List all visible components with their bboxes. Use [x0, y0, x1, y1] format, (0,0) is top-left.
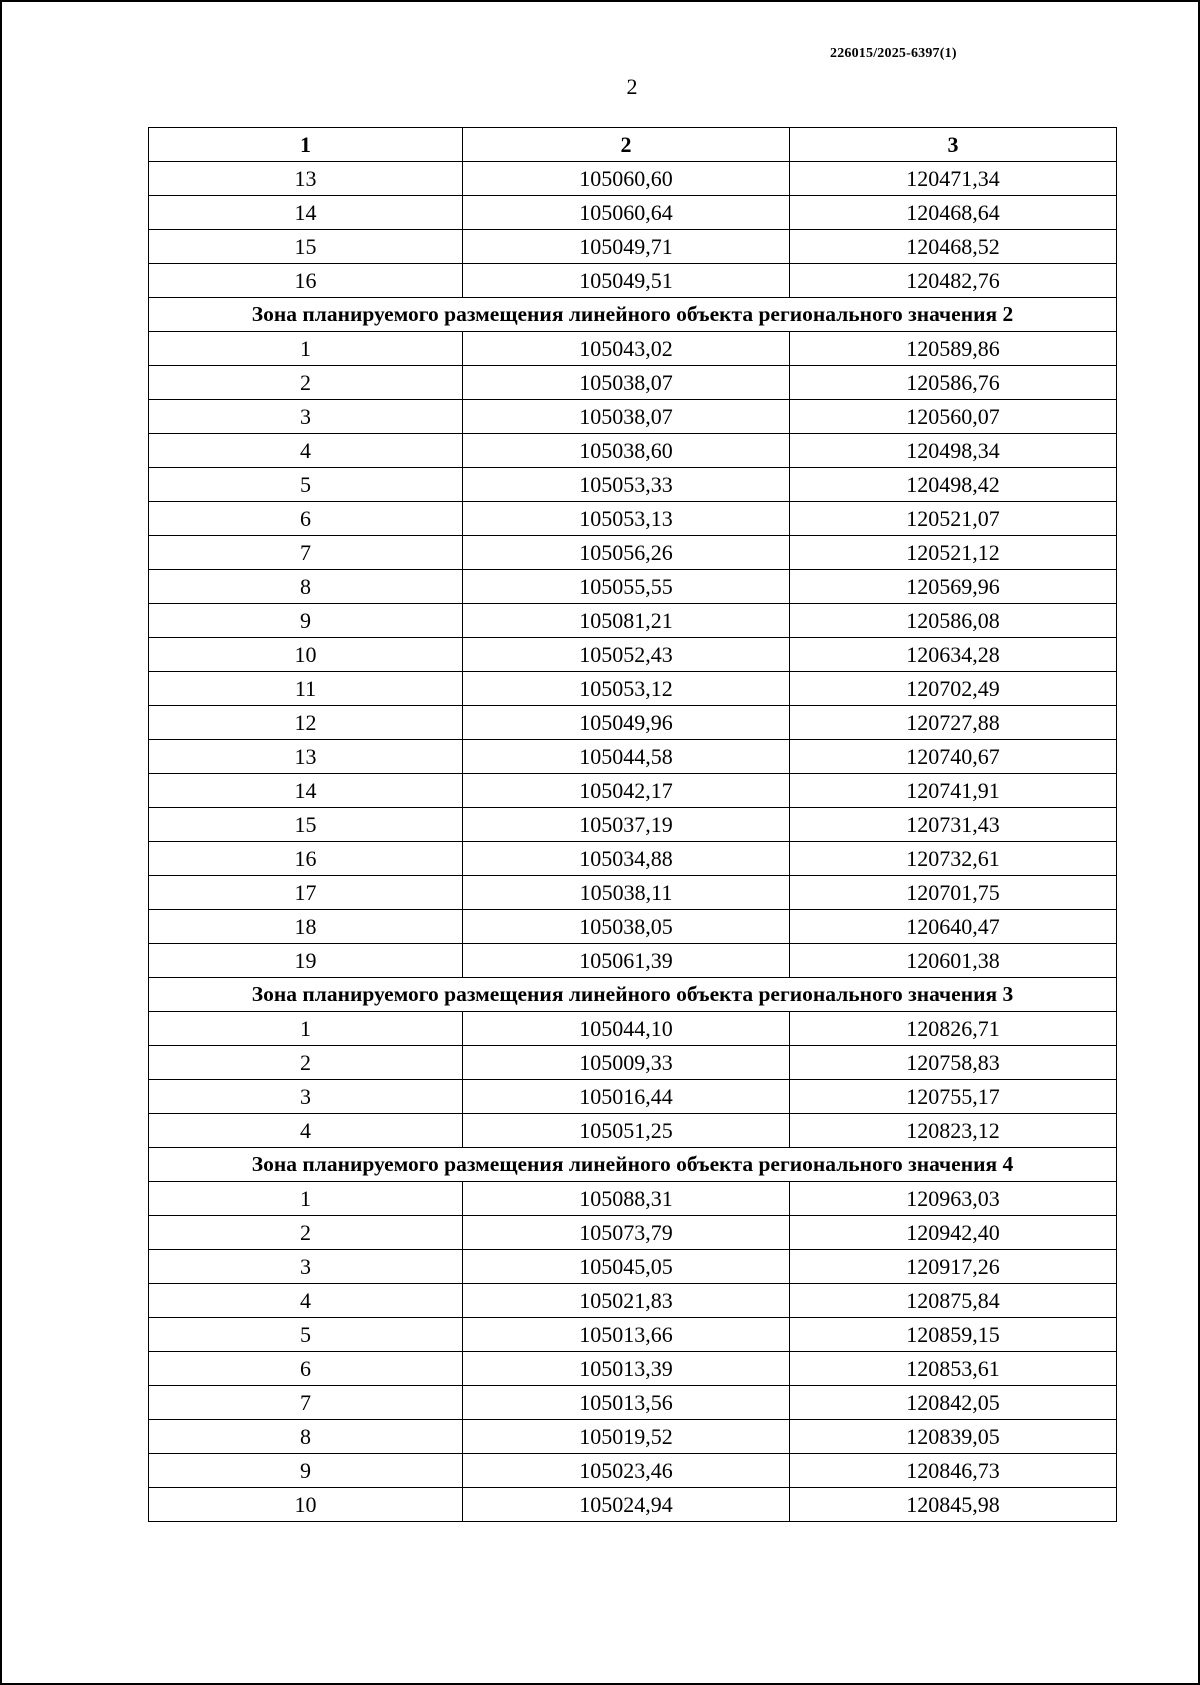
point-number-cell: 10: [149, 1488, 463, 1522]
table-row: [149, 910, 1117, 944]
coordinate-x-cell: 105023,46: [463, 1454, 790, 1488]
table-row: [149, 842, 1117, 876]
coordinate-x-cell: 105061,39: [463, 944, 790, 978]
coordinate-y-cell: 120846,73: [790, 1454, 1117, 1488]
table-row: [149, 434, 1117, 468]
coordinate-x-cell: 105049,51: [463, 264, 790, 298]
coordinate-x-cell: 105088,31: [463, 1182, 790, 1216]
coordinate-x-cell: 105038,07: [463, 400, 790, 434]
zone-header-row: [149, 298, 1117, 332]
coordinate-y-cell: 120468,52: [790, 230, 1117, 264]
coordinate-y-cell: 120468,64: [790, 196, 1117, 230]
table-row: [149, 1182, 1117, 1216]
coordinate-x-cell: 105049,71: [463, 230, 790, 264]
table-row: [149, 1284, 1117, 1318]
coordinate-y-cell: 120701,75: [790, 876, 1117, 910]
coordinate-y-cell: 120601,38: [790, 944, 1117, 978]
table-row: [149, 1318, 1117, 1352]
coordinate-y-cell: 120482,76: [790, 264, 1117, 298]
coordinate-x-cell: 105016,44: [463, 1080, 790, 1114]
zone-header-row: [149, 978, 1117, 1012]
point-number-cell: 16: [149, 842, 463, 876]
point-number-cell: 19: [149, 944, 463, 978]
coordinate-y-cell: 120732,61: [790, 842, 1117, 876]
point-number-cell: 1: [149, 332, 463, 366]
point-number-cell: 5: [149, 1318, 463, 1352]
table-row: [149, 1250, 1117, 1284]
point-number-cell: 9: [149, 1454, 463, 1488]
coordinate-x-cell: 105060,64: [463, 196, 790, 230]
coordinate-y-cell: 120839,05: [790, 1420, 1117, 1454]
table-row: [149, 1454, 1117, 1488]
table-row: [149, 808, 1117, 842]
coordinate-x-cell: 105073,79: [463, 1216, 790, 1250]
coordinate-y-cell: 120917,26: [790, 1250, 1117, 1284]
point-number-cell: 6: [149, 502, 463, 536]
point-number-cell: 13: [149, 740, 463, 774]
zone-title: Зона планируемого размещения линейного объекта регионального значения 3: [149, 978, 1117, 1012]
coordinate-x-cell: 105056,26: [463, 536, 790, 570]
point-number-cell: 8: [149, 1420, 463, 1454]
table-row: [149, 468, 1117, 502]
coordinate-x-cell: 105038,05: [463, 910, 790, 944]
table-row: [149, 604, 1117, 638]
table-row: [149, 774, 1117, 808]
point-number-cell: 4: [149, 434, 463, 468]
table-row: [149, 1216, 1117, 1250]
coordinate-x-cell: 105038,60: [463, 434, 790, 468]
point-number-cell: 12: [149, 706, 463, 740]
coordinate-y-cell: 120640,47: [790, 910, 1117, 944]
point-number-cell: 1: [149, 1012, 463, 1046]
table-row: [149, 366, 1117, 400]
coordinate-x-cell: 105043,02: [463, 332, 790, 366]
point-number-cell: 5: [149, 468, 463, 502]
point-number-cell: 3: [149, 400, 463, 434]
coordinate-x-cell: 105049,96: [463, 706, 790, 740]
point-number-cell: 2: [149, 366, 463, 400]
table-row: [149, 1114, 1117, 1148]
coordinate-y-cell: 120498,34: [790, 434, 1117, 468]
coordinate-x-cell: 105044,58: [463, 740, 790, 774]
point-number-cell: 18: [149, 910, 463, 944]
coordinate-x-cell: 105013,56: [463, 1386, 790, 1420]
coordinate-y-cell: 120586,76: [790, 366, 1117, 400]
table-row: [149, 400, 1117, 434]
table-row: [149, 1488, 1117, 1522]
point-number-cell: 8: [149, 570, 463, 604]
coordinate-y-cell: 120740,67: [790, 740, 1117, 774]
coordinate-y-cell: 120560,07: [790, 400, 1117, 434]
coordinate-x-cell: 105009,33: [463, 1046, 790, 1080]
table-row: [149, 740, 1117, 774]
document-number: 226015/2025-6397(1): [830, 46, 957, 61]
point-number-cell: 13: [149, 162, 463, 196]
point-number-cell: 7: [149, 1386, 463, 1420]
coordinate-y-cell: 120845,98: [790, 1488, 1117, 1522]
coordinate-y-cell: 120727,88: [790, 706, 1117, 740]
coordinate-y-cell: 120942,40: [790, 1216, 1117, 1250]
table-row: [149, 638, 1117, 672]
coordinate-x-cell: 105053,12: [463, 672, 790, 706]
coordinate-x-cell: 105037,19: [463, 808, 790, 842]
coordinate-y-cell: 120758,83: [790, 1046, 1117, 1080]
coordinate-y-cell: 120586,08: [790, 604, 1117, 638]
coordinate-x-cell: 105053,13: [463, 502, 790, 536]
point-number-cell: 14: [149, 196, 463, 230]
point-number-cell: 4: [149, 1114, 463, 1148]
table-row: [149, 536, 1117, 570]
point-number-cell: 9: [149, 604, 463, 638]
point-number-cell: 15: [149, 808, 463, 842]
coordinate-y-cell: 120842,05: [790, 1386, 1117, 1420]
table-row: [149, 570, 1117, 604]
point-number-cell: 11: [149, 672, 463, 706]
coordinate-y-cell: 120589,86: [790, 332, 1117, 366]
page-number: 2: [626, 74, 638, 99]
coordinate-y-cell: 120498,42: [790, 468, 1117, 502]
coordinate-x-cell: 105053,33: [463, 468, 790, 502]
point-number-cell: 2: [149, 1216, 463, 1250]
zone-title: Зона планируемого размещения линейного объекта регионального значения 2: [149, 298, 1117, 332]
table-row: [149, 332, 1117, 366]
table-row: [149, 1420, 1117, 1454]
point-number-cell: 14: [149, 774, 463, 808]
coordinate-x-cell: 105024,94: [463, 1488, 790, 1522]
coordinate-y-cell: 120634,28: [790, 638, 1117, 672]
coordinate-y-cell: 120702,49: [790, 672, 1117, 706]
coordinate-x-cell: 105044,10: [463, 1012, 790, 1046]
coordinate-x-cell: 105052,43: [463, 638, 790, 672]
table-row: [149, 944, 1117, 978]
point-number-cell: 16: [149, 264, 463, 298]
table-row: [149, 162, 1117, 196]
coordinate-x-cell: 105038,07: [463, 366, 790, 400]
column-header-1: 1: [149, 128, 463, 162]
zone-title: Зона планируемого размещения линейного объекта регионального значения 4: [149, 1148, 1117, 1182]
table-row: [149, 230, 1117, 264]
coordinate-x-cell: 105081,21: [463, 604, 790, 638]
coordinate-y-cell: 120853,61: [790, 1352, 1117, 1386]
coordinate-y-cell: 120471,34: [790, 162, 1117, 196]
coordinate-x-cell: 105021,83: [463, 1284, 790, 1318]
coordinate-x-cell: 105055,55: [463, 570, 790, 604]
table-row: [149, 706, 1117, 740]
point-number-cell: 17: [149, 876, 463, 910]
point-number-cell: 2: [149, 1046, 463, 1080]
point-number-cell: 10: [149, 638, 463, 672]
table-row: [149, 1352, 1117, 1386]
zone-header-row: [149, 1148, 1117, 1182]
point-number-cell: 15: [149, 230, 463, 264]
table-row: [149, 502, 1117, 536]
coordinate-x-cell: 105045,05: [463, 1250, 790, 1284]
coordinate-y-cell: 120826,71: [790, 1012, 1117, 1046]
coordinate-x-cell: 105042,17: [463, 774, 790, 808]
point-number-cell: 6: [149, 1352, 463, 1386]
coordinate-x-cell: 105051,25: [463, 1114, 790, 1148]
coordinate-y-cell: 120755,17: [790, 1080, 1117, 1114]
coordinate-y-cell: 120569,96: [790, 570, 1117, 604]
table-row: [149, 1386, 1117, 1420]
coordinate-x-cell: 105019,52: [463, 1420, 790, 1454]
column-header-3: 3: [790, 128, 1117, 162]
point-number-cell: 1: [149, 1182, 463, 1216]
table-row: [149, 1012, 1117, 1046]
column-header-2: 2: [463, 128, 790, 162]
coordinates-table: [148, 127, 1117, 1522]
table-row: [149, 876, 1117, 910]
coordinate-x-cell: 105013,66: [463, 1318, 790, 1352]
table-row: [149, 264, 1117, 298]
table-body: [149, 162, 1117, 1522]
coordinate-y-cell: 120731,43: [790, 808, 1117, 842]
coordinate-x-cell: 105060,60: [463, 162, 790, 196]
point-number-cell: 7: [149, 536, 463, 570]
table-row: [149, 672, 1117, 706]
coordinate-x-cell: 105013,39: [463, 1352, 790, 1386]
coordinate-y-cell: 120741,91: [790, 774, 1117, 808]
point-number-cell: 4: [149, 1284, 463, 1318]
coordinate-x-cell: 105038,11: [463, 876, 790, 910]
coordinate-x-cell: 105034,88: [463, 842, 790, 876]
coordinate-y-cell: 120521,07: [790, 502, 1117, 536]
coordinate-y-cell: 120521,12: [790, 536, 1117, 570]
table-header-row: [149, 128, 1117, 162]
coordinate-y-cell: 120875,84: [790, 1284, 1117, 1318]
point-number-cell: 3: [149, 1080, 463, 1114]
coordinate-y-cell: 120963,03: [790, 1182, 1117, 1216]
coordinate-y-cell: 120859,15: [790, 1318, 1117, 1352]
coordinate-y-cell: 120823,12: [790, 1114, 1117, 1148]
table-row: [149, 1080, 1117, 1114]
table-row: [149, 196, 1117, 230]
table-row: [149, 1046, 1117, 1080]
point-number-cell: 3: [149, 1250, 463, 1284]
